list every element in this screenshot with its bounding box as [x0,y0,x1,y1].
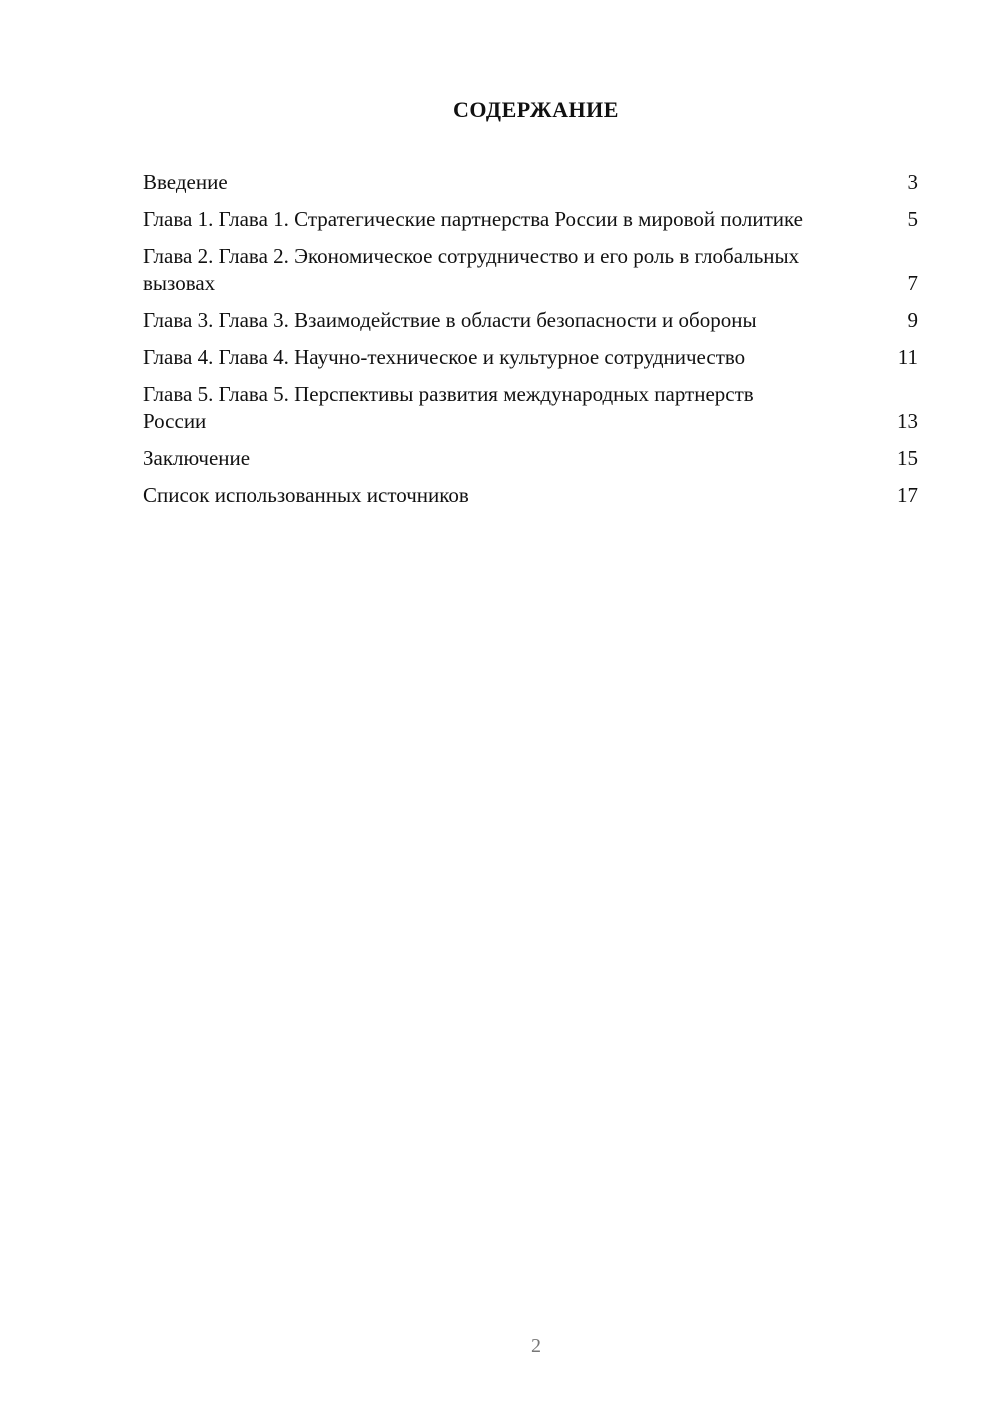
toc-entry-introduction[interactable] [143,169,918,196]
toc-entry-references[interactable] [143,482,918,509]
toc-entry-text: Глава 4. Глава 4. Научно-техническое и культурное сотрудничество [143,345,746,369]
toc-entry-text: Глава 1. Глава 1. Стратегические партнерства России в мировой политике [143,207,803,231]
page-number: 2 [531,1335,541,1357]
toc-entry-page: 15 [897,446,918,470]
toc-entry-page: 13 [897,409,918,433]
toc-entry-page: 7 [907,271,918,295]
toc-entry-chapter-3[interactable] [143,307,918,334]
toc-entry-chapter-1[interactable] [143,206,918,233]
toc-entry-chapter-5[interactable] [143,381,918,435]
toc-entry-text: Глава 2. Глава 2. Экономическое сотрудничество и его роль в глобальных вызовах [143,244,800,295]
toc-entry-chapter-4[interactable] [143,344,918,371]
table-of-contents [143,169,918,519]
toc-entry-text: Введение [143,170,228,194]
page-title: СОДЕРЖАНИЕ [453,97,619,122]
toc-entry-page: 9 [907,308,918,332]
toc-entry-text: Глава 3. Глава 3. Взаимодействие в области безопасности и обороны [143,308,757,332]
toc-entry-chapter-2[interactable] [143,243,918,297]
toc-entry-text: Глава 5. Глава 5. Перспективы развития международных партнерств России [143,382,754,433]
toc-entry-text: Список использованных источников [143,483,469,507]
toc-entry-page: 17 [897,483,918,507]
toc-entry-page: 5 [907,207,918,231]
toc-entry-page: 11 [897,345,918,369]
toc-entry-page: 3 [907,170,918,194]
toc-entry-conclusion[interactable] [143,445,918,472]
toc-entry-text: Заключение [143,446,251,470]
